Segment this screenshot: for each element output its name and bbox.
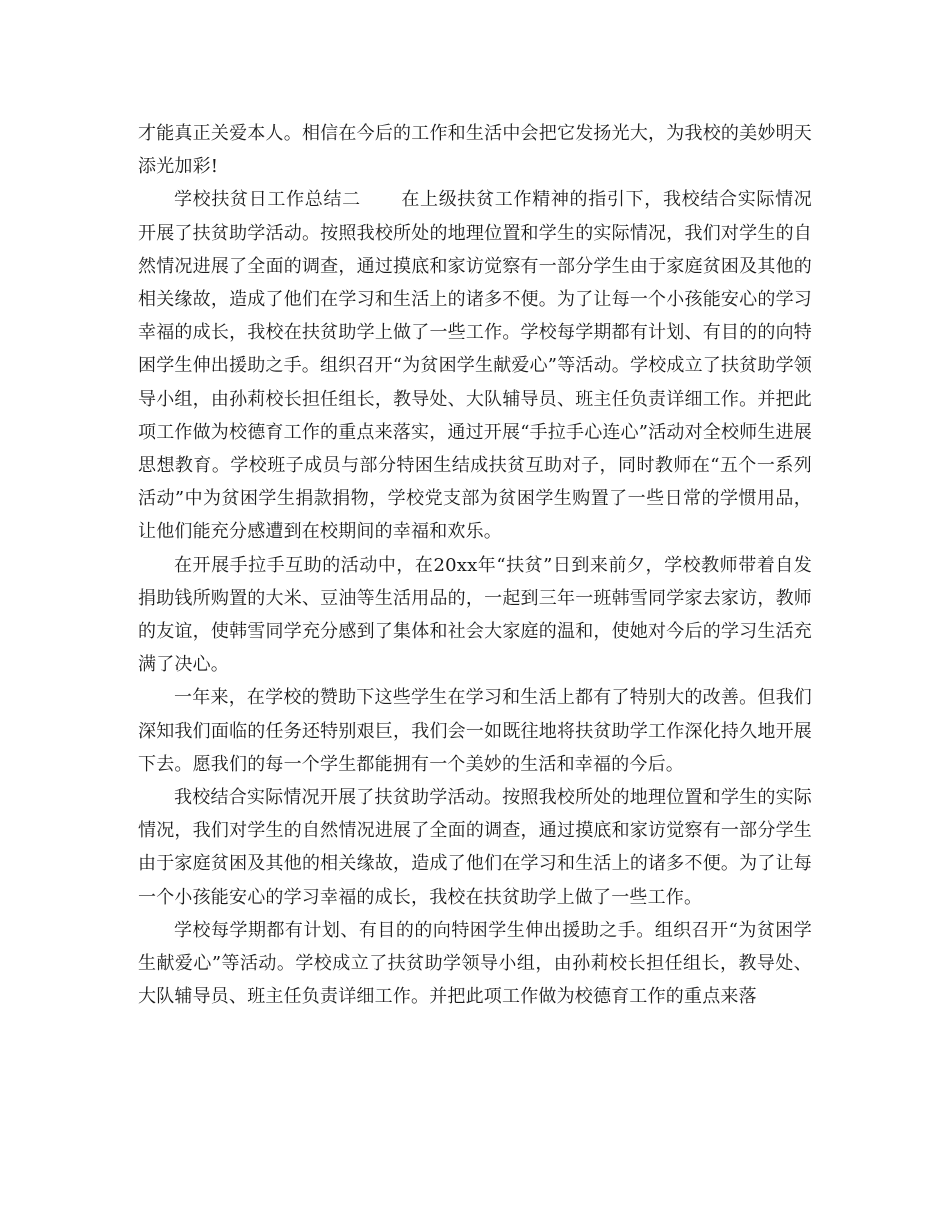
paragraph-text: 学校每学期都有计划、有目的的向特困学生伸出援助之手。组织召开“为贫困学生献爱心”等活动。学校成立了扶贫助学领导小组，由孙莉校长担任组长，教导处、大队辅导员、班主任负责详细工作。并把此项工作做为校德育工作的重点来落 [138, 919, 812, 1008]
paragraph-text: 在开展手拉手互助的活动中，在20xx年“扶贫”日到来前夕，学校教师带着自发捐助钱所购置的大米、豆油等生活用品的，一起到三年一班韩雪同学家去家访，教师的友谊，使韩雪同学充分感到了集体和社会大家庭的温和，使她对今后的学习生活充满了决心。 [138, 554, 812, 676]
paragraph-year-review [138, 681, 812, 781]
paragraph-continuation [138, 117, 812, 183]
document-body [138, 117, 812, 1013]
section-heading: 学校扶贫日工作总结二 [174, 189, 361, 211]
paragraph-text: 才能真正关爱本人。相信在今后的工作和生活中会把它发扬光大，为我校的美妙明天添光加彩! [138, 123, 812, 178]
paragraph-activity [138, 781, 812, 914]
paragraph-text: 在上级扶贫工作精神的指引下，我校结合实际情况开展了扶贫助学活动。按照我校所处的地理位置和学生的实际情况，我们对学生的自然情况进展了全面的调查，通过摸底和家访觉察有一部分学生由于家庭贫困及其他的相关缘故，造成了他们在学习和生活上的诸多不便。为了让每一个小孩能安心的学习幸福的成长，我校在扶贫助学上做了一些工作。学校每学期都有计划、有目的的向特困学生伸出援助之手。组织召开“为贫困学生献爱心”等活动。学校成立了扶贫助学领导小组，由孙莉校长担任组长，教导处、大队辅导员、班主任负责详细工作。并把此项工作做为校德育工作的重点来落实，通过开展“手拉手心连心”活动对全校师生进展思想教育。学校班子成员与部分特困生结成扶贫互助对子，同时教师在“五个一系列活动”中为贫困学生捐款捐物，学校党支部为贫困学生购置了一些日常的学惯用品，让他们能充分感遭到在校期间的幸福和欢乐。 [138, 189, 813, 543]
paragraph-summary-two [138, 183, 812, 548]
paragraph-text: 我校结合实际情况开展了扶贫助学活动。按照我校所处的地理位置和学生的实际情况，我们对学生的自然情况进展了全面的调查，通过摸底和家访觉察有一部分学生由于家庭贫困及其他的相关缘故，造成了他们在学习和生活上的诸多不便。为了让每一个小孩能安心的学习幸福的成长，我校在扶贫助学上做了一些工作。 [138, 787, 812, 908]
paragraph-text: 一年来，在学校的赞助下这些学生在学习和生活上都有了特别大的改善。但我们深知我们面临的任务还特别艰巨，我们会一如既往地将扶贫助学工作深化持久地开展下去。愿我们的每一个学生都能拥有一个美妙的生活和幸福的今后。 [138, 687, 812, 775]
paragraph-semester-plan [138, 914, 812, 1014]
paragraph-mutual-aid [138, 549, 812, 682]
